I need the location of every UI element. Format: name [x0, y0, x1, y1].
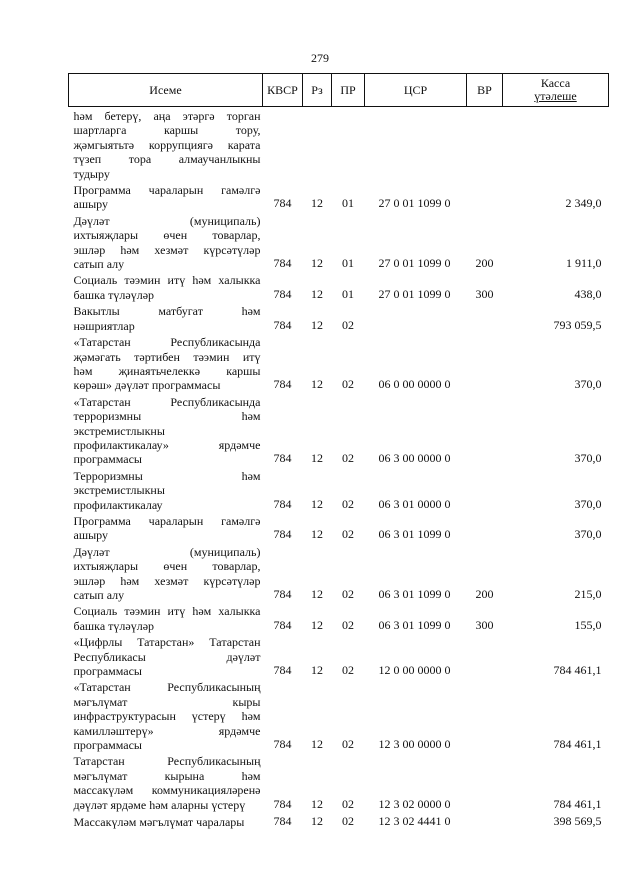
- cell-kassa: 370,0: [574, 451, 602, 466]
- cell-name-line: Республикасы дәүләт: [73, 649, 261, 664]
- cell-csr: [365, 302, 467, 333]
- cell-kvsr: 784: [273, 663, 292, 678]
- cell-kvsr: [263, 107, 303, 182]
- cell-name: [69, 393, 263, 467]
- cell-name: [69, 212, 263, 272]
- page-number: 279: [311, 51, 329, 65]
- table-row: [69, 467, 609, 512]
- cell-name-line: Татарстан Республикасының: [73, 754, 261, 769]
- table-row: [69, 333, 609, 393]
- cell-pr: 01: [342, 196, 354, 211]
- header-vr: ВР: [467, 74, 503, 107]
- cell-rz: 12: [311, 527, 323, 542]
- table-row: [69, 752, 609, 812]
- cell-name-line: эшләр һәм хезмәт күрсәтүләр: [73, 242, 261, 257]
- table-row: [69, 212, 609, 272]
- cell-csr: 06 3 01 1099 0: [378, 617, 451, 632]
- cell-kvsr: 784: [273, 737, 292, 752]
- header-csr: ЦСР: [365, 74, 467, 107]
- cell-pr: 02: [342, 496, 354, 511]
- cell-pr: 02: [342, 317, 354, 332]
- cell-pr: [332, 107, 365, 182]
- cell-csr: 06 3 01 0000 0: [378, 496, 451, 511]
- cell-vr: [467, 812, 503, 829]
- cell-kvsr: 784: [273, 451, 292, 466]
- cell-csr: 27 0 01 1099 0: [378, 286, 451, 301]
- cell-name-line: «Цифрлы Татарстан» Татарстан: [73, 635, 261, 650]
- cell-vr: [467, 181, 503, 212]
- cell-name-line: Социаль тәэмин итү һәм халыкка: [73, 273, 261, 288]
- cell-name: [69, 633, 263, 678]
- cell-vr: [467, 393, 503, 467]
- cell-name: [69, 678, 263, 752]
- cell-kassa: 784 461,1: [553, 737, 602, 752]
- cell-name: [69, 543, 263, 603]
- cell-name: [69, 181, 263, 212]
- cell-name-line: ашыру: [73, 197, 108, 212]
- cell-pr: 02: [342, 527, 354, 542]
- cell-vr: [467, 333, 503, 393]
- cell-name-line: тудыру: [73, 166, 110, 181]
- cell-name: [69, 467, 263, 512]
- cell-kvsr: 784: [273, 587, 292, 601]
- cell-name-line: профилактикалау» ярдәмче: [73, 437, 261, 452]
- cell-kassa: 155,0: [574, 617, 602, 632]
- cell-pr: 02: [342, 796, 354, 811]
- cell-rz: 12: [311, 737, 323, 752]
- cell-rz: 12: [311, 496, 323, 511]
- cell-rz: 12: [311, 663, 323, 678]
- cell-pr: 01: [342, 256, 354, 271]
- table-body: [69, 107, 609, 830]
- cell-name-line: эшләр һәм хезмәт күрсәтүләр: [73, 573, 261, 588]
- cell-kvsr: 784: [273, 256, 292, 271]
- cell-rz: 12: [311, 286, 323, 301]
- cell-name-line: Дәүләт (муниципаль): [73, 544, 261, 559]
- cell-name: [69, 333, 263, 393]
- cell-vr: 200: [475, 256, 494, 271]
- cell-name-line: терроризмны һәм: [73, 409, 261, 424]
- cell-rz: 12: [311, 451, 323, 466]
- cell-name-line: экстремистлыкны: [73, 423, 165, 438]
- cell-name: [69, 107, 263, 182]
- header-kassa: [503, 74, 609, 107]
- cell-pr: 02: [342, 617, 354, 632]
- cell-name-line: мәгълүмат кыры: [73, 694, 261, 709]
- cell-name-line: профилактикалау: [73, 497, 163, 512]
- cell-name-line: башка түләүләр: [73, 287, 155, 302]
- cell-kassa: [503, 107, 609, 182]
- cell-csr: 12 3 02 4441 0: [378, 814, 451, 829]
- cell-name-line: көрәш» дәүләт программасы: [73, 378, 221, 393]
- header-kvsr: КВСР: [263, 74, 303, 107]
- cell-name: [69, 812, 263, 829]
- cell-name-line: Терроризмны һәм: [73, 468, 261, 483]
- cell-vr: [467, 512, 503, 543]
- cell-kvsr: 784: [273, 496, 292, 511]
- cell-name-line: сатып алу: [73, 257, 125, 272]
- cell-kassa: 784 461,1: [553, 796, 602, 811]
- cell-csr: 06 3 00 0000 0: [378, 451, 451, 466]
- cell-kvsr: 784: [273, 814, 292, 829]
- table-row: [69, 271, 609, 302]
- header-kassa-line2: үтәлеше: [534, 89, 577, 103]
- cell-kassa: 2 349,0: [565, 196, 602, 211]
- header-name: Исеме: [69, 74, 263, 107]
- table-row: [69, 181, 609, 212]
- cell-name-line: шартларга каршы тору,: [73, 123, 261, 138]
- cell-vr: 200: [475, 587, 494, 601]
- cell-kvsr: 784: [273, 796, 292, 811]
- cell-name-line: мәгълүмат кырына һәм: [73, 768, 261, 783]
- cell-pr: 01: [342, 286, 354, 301]
- cell-name-line: ихтыяҗлары өчен товарлар,: [73, 228, 261, 243]
- cell-name-line: башка түләүләр: [73, 618, 155, 633]
- cell-csr: 27 0 01 1099 0: [378, 196, 451, 211]
- cell-vr: [467, 302, 503, 333]
- table-row: [69, 512, 609, 543]
- cell-name-line: Массакүләм мәгълүмат чаралары: [73, 815, 245, 830]
- cell-name-line: сатып алу: [73, 588, 125, 602]
- cell-csr: 06 3 01 1099 0: [378, 587, 451, 601]
- cell-kassa: 215,0: [574, 587, 602, 601]
- cell-name: [69, 602, 263, 633]
- cell-kvsr: 784: [273, 617, 292, 632]
- cell-name-line: «Татарстан Республикасында: [73, 335, 261, 350]
- table-row: [69, 107, 609, 182]
- cell-vr: [467, 107, 503, 182]
- cell-name-line: түзеп тора алмаучанлыкны: [73, 152, 261, 167]
- cell-vr: [467, 467, 503, 512]
- header-rz: Рз: [303, 74, 332, 107]
- cell-rz: 12: [311, 617, 323, 632]
- table-row: [69, 633, 609, 678]
- cell-name-line: программасы: [73, 738, 142, 753]
- cell-name-line: һәм җинаятьчелеккә каршы: [73, 363, 261, 378]
- budget-table: [68, 73, 609, 830]
- header-pr: ПР: [332, 74, 365, 107]
- cell-name-line: «Татарстан Республикасында: [73, 394, 261, 409]
- cell-name-line: программасы: [73, 452, 142, 467]
- table-row: [69, 393, 609, 467]
- table-row: [69, 302, 609, 333]
- cell-name-line: экстремистлыкны: [73, 483, 165, 498]
- cell-name-line: «Татарстан Республикасының: [73, 680, 261, 695]
- table-row: [69, 812, 609, 829]
- table-row: [69, 543, 609, 603]
- cell-rz: 12: [311, 256, 323, 271]
- cell-name-line: дәүләт ярдәме һәм аларны үстерү: [73, 797, 246, 812]
- cell-vr: [467, 752, 503, 812]
- cell-kassa: 1 911,0: [565, 256, 602, 271]
- cell-name: [69, 271, 263, 302]
- cell-pr: 02: [342, 663, 354, 678]
- cell-rz: 12: [311, 587, 323, 601]
- cell-csr: 12 0 00 0000 0: [378, 663, 451, 678]
- cell-name-line: Социаль тәэмин итү һәм халыкка: [73, 604, 261, 619]
- table-header-row: [69, 74, 609, 107]
- cell-csr: [365, 107, 467, 182]
- cell-kassa: 370,0: [574, 496, 602, 511]
- cell-rz: 12: [311, 377, 323, 392]
- cell-name-line: Программа чараларын гамәлгә: [73, 183, 261, 198]
- cell-name-line: камилләштерү» ярдәмче: [73, 723, 261, 738]
- cell-rz: 12: [311, 796, 323, 811]
- cell-name-line: Дәүләт (муниципаль): [73, 213, 261, 228]
- cell-name: [69, 752, 263, 812]
- cell-name-line: инфраструктурасын үстерү һәм: [73, 709, 261, 724]
- cell-csr: 12 3 00 0000 0: [378, 737, 451, 752]
- cell-kvsr: 784: [273, 377, 292, 392]
- cell-name-line: һәм бетерү, аңа этәргә торган: [73, 109, 261, 123]
- cell-pr: 02: [342, 737, 354, 752]
- cell-rz: 12: [311, 196, 323, 211]
- cell-rz: 12: [311, 814, 323, 829]
- cell-pr: 02: [342, 377, 354, 392]
- cell-csr: 12 3 02 0000 0: [378, 796, 451, 811]
- cell-kassa: 398 569,5: [553, 814, 602, 829]
- cell-pr: 02: [342, 587, 354, 601]
- cell-name-line: ашыру: [73, 528, 108, 543]
- cell-pr: 02: [342, 451, 354, 466]
- cell-name-line: Вакытлы матбугат һәм: [73, 304, 261, 319]
- cell-kassa: 793 059,5: [553, 317, 602, 332]
- cell-vr: [467, 678, 503, 752]
- cell-pr: 02: [342, 814, 354, 829]
- cell-kassa: 784 461,1: [553, 663, 602, 678]
- cell-name-line: массакүләм коммуникацияләренә: [73, 783, 261, 798]
- cell-kassa: 370,0: [574, 377, 602, 392]
- table-row: [69, 678, 609, 752]
- cell-csr: 06 3 01 1099 0: [378, 527, 451, 542]
- cell-vr: 300: [475, 617, 494, 632]
- cell-kvsr: 784: [273, 286, 292, 301]
- cell-name-line: Программа чараларын гамәлгә: [73, 513, 261, 528]
- cell-name-line: ихтыяҗлары өчен товарлар,: [73, 559, 261, 574]
- cell-name-line: җәмәгать тәртибен тәэмин итү: [73, 349, 261, 364]
- cell-kassa: 370,0: [574, 527, 602, 542]
- cell-csr: 27 0 01 1099 0: [378, 256, 451, 271]
- cell-kvsr: 784: [273, 317, 292, 332]
- cell-name: [69, 512, 263, 543]
- cell-kvsr: 784: [273, 527, 292, 542]
- cell-csr: 06 0 00 0000 0: [378, 377, 451, 392]
- cell-name: [69, 302, 263, 333]
- header-kassa-line1: Касса: [540, 76, 571, 90]
- cell-kassa: 438,0: [574, 286, 602, 301]
- cell-rz: 12: [311, 317, 323, 332]
- cell-name-line: нәшриятлар: [73, 318, 135, 333]
- cell-vr: 300: [475, 286, 494, 301]
- cell-name-line: җәмгыятьтә коррупциягә карата: [73, 137, 261, 152]
- table-row: [69, 602, 609, 633]
- cell-name-line: программасы: [73, 664, 142, 679]
- cell-kvsr: 784: [273, 196, 292, 211]
- cell-rz: [303, 107, 332, 182]
- cell-vr: [467, 633, 503, 678]
